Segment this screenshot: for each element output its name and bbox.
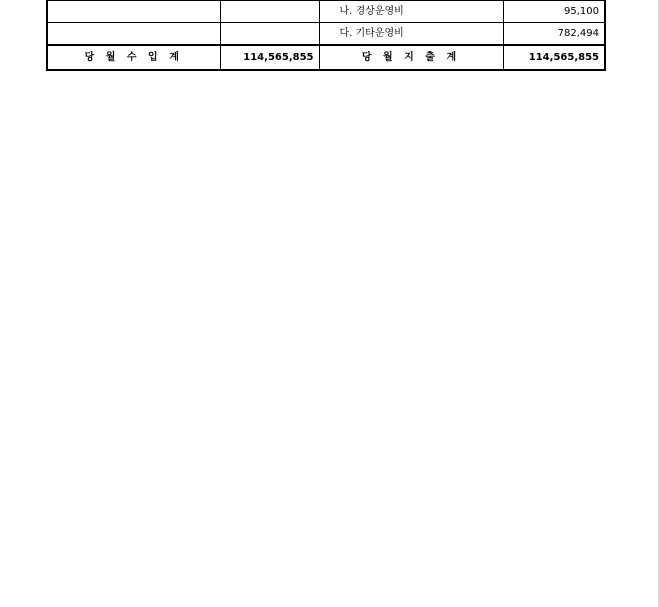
totals-row: [47, 45, 605, 70]
expense-amount-cell: 95,100: [503, 1, 605, 23]
monthly-income-total-label: 당 월 수 입 계: [47, 45, 220, 70]
monthly-expense-total-amount: 114,565,855: [503, 45, 605, 70]
expense-label-cell: 나. 경상운영비: [319, 1, 503, 23]
table-row: [47, 23, 605, 46]
income-amount-cell: [220, 1, 319, 23]
income-label-cell: [47, 1, 220, 23]
expense-amount-cell: 782,494: [503, 23, 605, 46]
table-row: [47, 1, 605, 23]
income-amount-cell: [220, 23, 319, 46]
expense-label-cell: 다. 기타운영비: [319, 23, 503, 46]
income-label-cell: [47, 23, 220, 46]
ledger-table: [46, 0, 606, 71]
monthly-expense-total-label: 당 월 지 출 계: [319, 45, 503, 70]
monthly-income-total-amount: 114,565,855: [220, 45, 319, 70]
